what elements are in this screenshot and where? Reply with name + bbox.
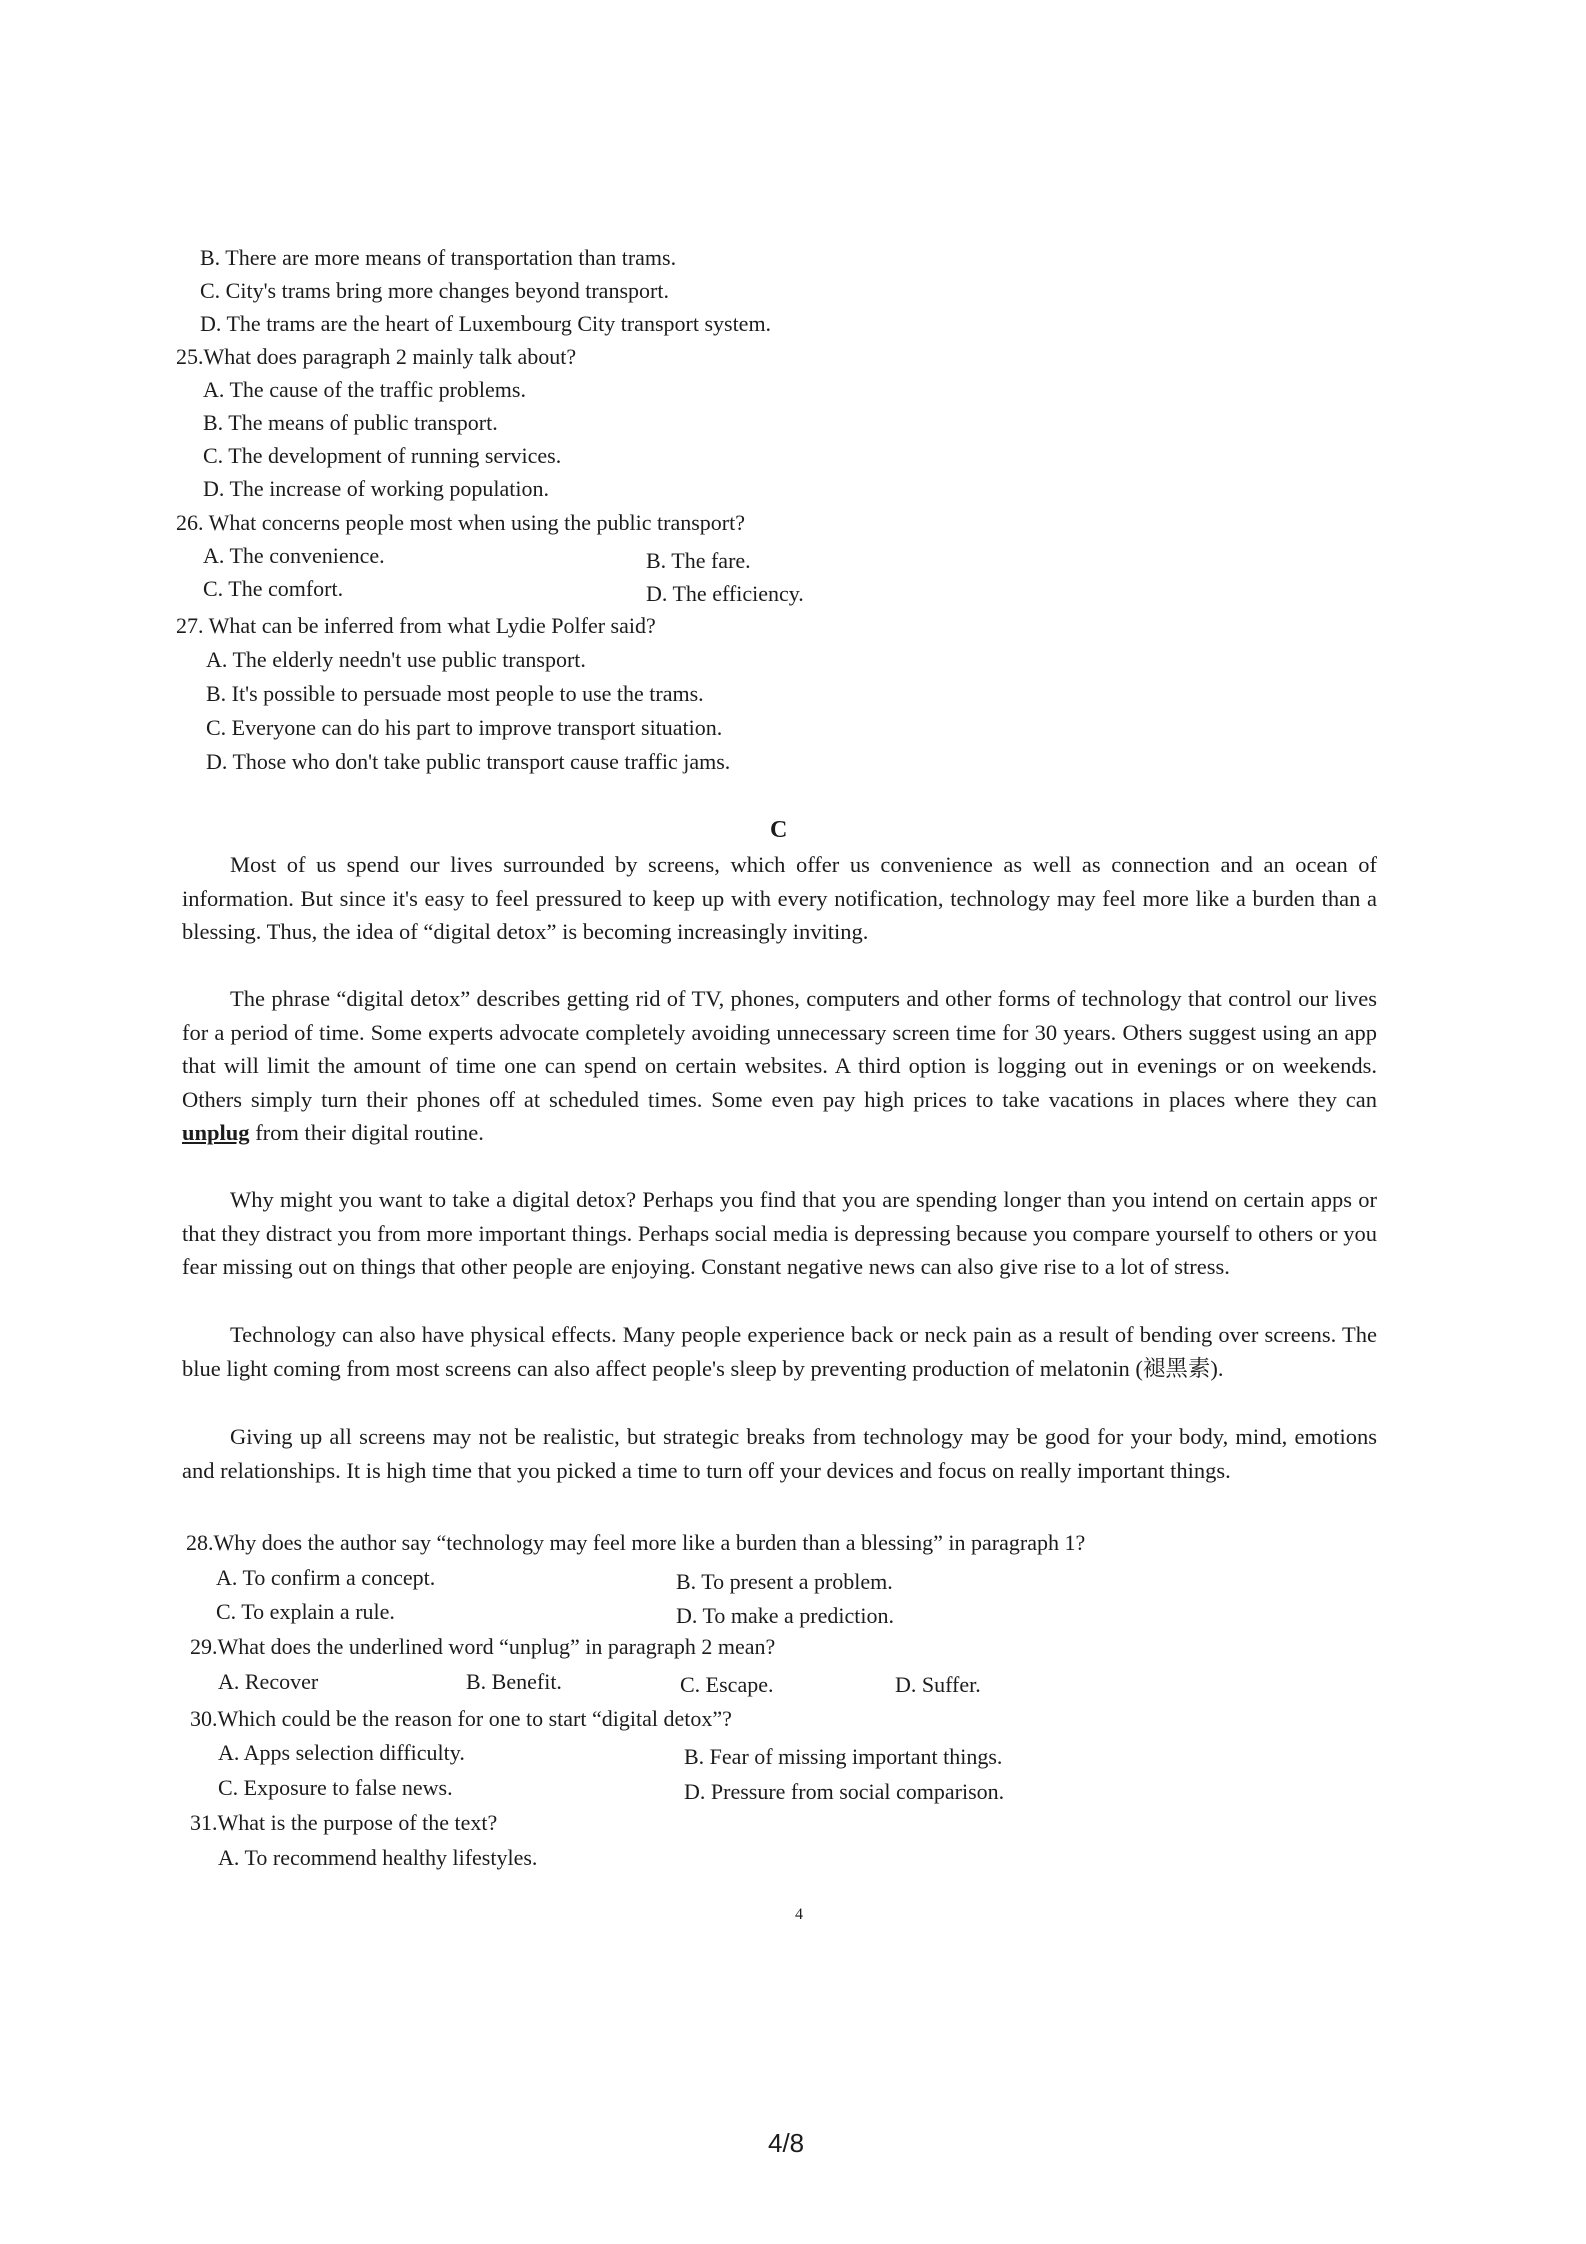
q30-option-b: B. Fear of missing important things. [684,1744,1003,1769]
underlined-word-unplug: unplug [182,1120,250,1145]
q27-stem: 27. What can be inferred from what Lydie Polfer said? [176,613,656,638]
q28-option-b: B. To present a problem. [676,1569,893,1594]
q26-option-a: A. The convenience. [203,543,385,568]
page-number: 4 [795,1906,803,1923]
q31-stem: 31.What is the purpose of the text? [190,1810,498,1835]
q30-option-c: C. Exposure to false news. [218,1775,453,1800]
passage-paragraph-1: Most of us spend our lives surrounded by screens, which offer us convenience as well as connection and an ocean of information. But since it's easy to feel pressured to keep up with every notification, technology may feel more like a burden than a blessing. Thus, the idea of “digital detox” is becoming increasingly inviting. [182,852,1377,944]
q29-option-b: B. Benefit. [466,1669,562,1694]
q29-option-d: D. Suffer. [895,1672,981,1697]
q28-option-d: D. To make a prediction. [676,1603,894,1628]
q26-option-d: D. The efficiency. [646,581,804,606]
q28-option-c: C. To explain a rule. [216,1599,395,1624]
q26-option-b: B. The fare. [646,548,751,573]
q27-option-d: D. Those who don't take public transport cause traffic jams. [206,749,731,774]
q24-option-c: C. City's trams bring more changes beyond transport. [200,278,669,303]
q29-stem: 29.What does the underlined word “unplug” in paragraph 2 mean? [190,1634,776,1659]
passage-paragraph-2: The phrase “digital detox” describes getting rid of TV, phones, computers and other forms of technology that control our lives for a period of time. Some experts advocate completely avoiding unnecessary screen time for 30 years. Others suggest using an app that will limit the amount of time one can spend on certain websites. A third option is logging out in evenings or on weekends. Others simply turn their phones off at scheduled times. Some even pay high prices to take vacations in places where they can unplug from their digital routine. [182,986,1377,1145]
q26-stem: 26. What concerns people most when using the public transport? [176,510,746,535]
q25-option-a: A. The cause of the traffic problems. [203,377,526,402]
q31-option-a: A. To recommend healthy lifestyles. [218,1845,538,1870]
q28-stem: 28.Why does the author say “technology may feel more like a burden than a blessing” in paragraph 1? [186,1530,1086,1555]
q24-option-d: D. The trams are the heart of Luxembourg City transport system. [200,311,772,336]
q25-option-c: C. The development of running services. [203,443,562,468]
q30-option-a: A. Apps selection difficulty. [218,1740,465,1765]
section-heading: C [770,817,788,843]
passage-paragraph-5: Giving up all screens may not be realistic, but strategic breaks from technology may be good for your body, mind, emotions and relationships. It is high time that you picked a time to turn off your devices and focus on really important things. [182,1424,1377,1483]
q25-stem: 25.What does paragraph 2 mainly talk about? [176,344,577,369]
q28-option-a: A. To confirm a concept. [216,1565,436,1590]
q30-option-d: D. Pressure from social comparison. [684,1779,1005,1804]
q26-option-c: C. The comfort. [203,576,344,601]
q29-option-a: A. Recover [218,1669,319,1694]
q29-option-c: C. Escape. [680,1672,774,1697]
q24-option-b: B. There are more means of transportation than trams. [200,245,677,270]
q27-option-a: A. The elderly needn't use public transport. [206,647,586,672]
q27-option-c: C. Everyone can do his part to improve transport situation. [206,715,723,740]
q30-stem: 30.Which could be the reason for one to start “digital detox”? [190,1706,732,1731]
q25-option-d: D. The increase of working population. [203,476,550,501]
q27-option-b: B. It's possible to persuade most people to use the trams. [206,681,704,706]
q25-option-b: B. The means of public transport. [203,410,498,435]
page-footer: 4/8 [768,2128,805,2158]
passage-paragraph-4: Technology can also have physical effects. Many people experience back or neck pain as a result of bending over screens. The blue light coming from most screens can also affect people's sleep by preventing production of melatonin (褪黑素). [182,1322,1377,1381]
passage-paragraph-3: Why might you want to take a digital detox? Perhaps you find that you are spending longer than you intend on certain apps or that they distract you from more important things. Perhaps social media is depressing because you compare yourself to others or you fear missing out on things that other people are enjoying. Constant negative news can also give rise to a lot of stress. [182,1187,1377,1279]
